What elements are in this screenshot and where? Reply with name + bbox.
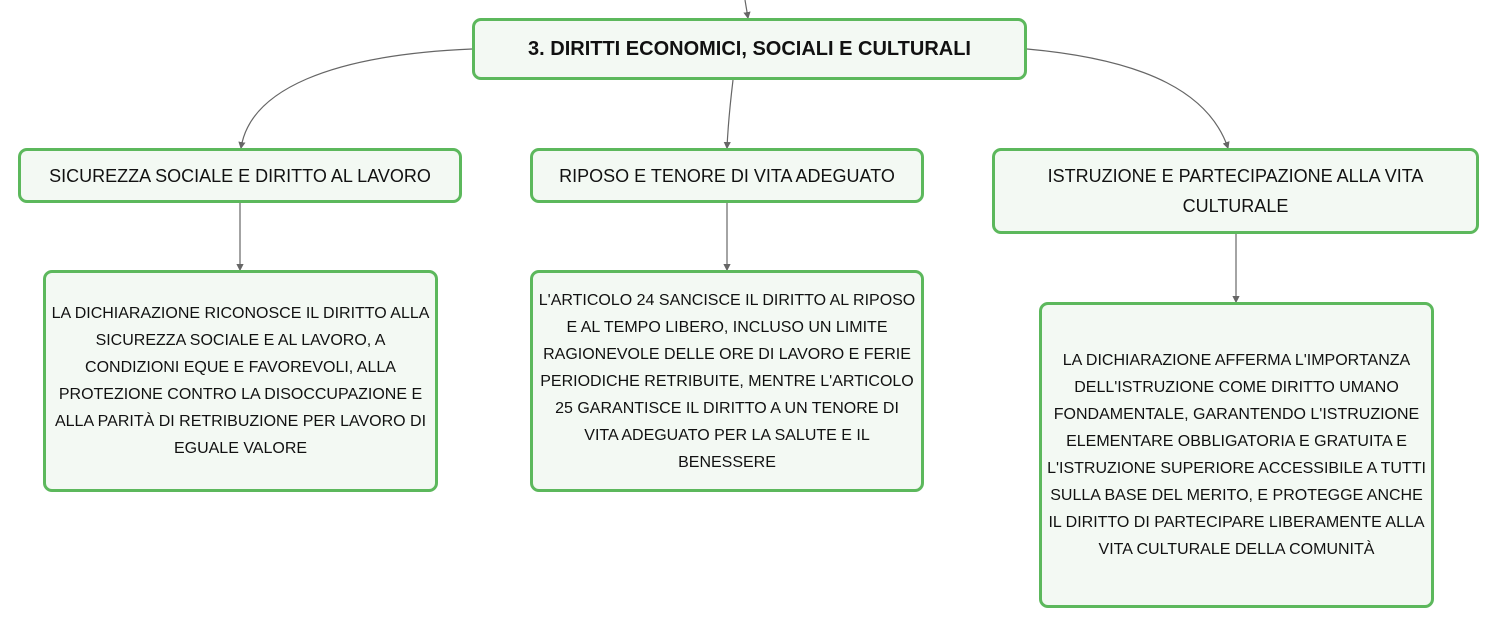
detail-node-rest-living-standard[interactable]	[530, 270, 924, 492]
root-label: 3. DIRITTI ECONOMICI, SOCIALI E CULTURALI	[528, 37, 971, 60]
connector-root-topic1	[241, 49, 472, 148]
topic-label: SICUREZZA SOCIALE E DIRITTO AL LAVORO	[49, 165, 431, 186]
topic-node-rest-living-standard[interactable]	[530, 148, 924, 203]
incoming-connector	[745, 0, 748, 18]
connector-root-topic2	[727, 80, 733, 148]
topic-node-education-culture[interactable]	[992, 148, 1479, 234]
root-node[interactable]	[472, 18, 1027, 80]
topic-node-social-security[interactable]	[18, 148, 462, 203]
detail-text: LA DICHIARAZIONE RICONOSCE IL DIRITTO ALLA SICUREZZA SOCIALE E AL LAVORO, A CONDIZIONI EQUE E FAVOREVOLI, ALLA PROTEZIONE CONTRO LA DISOCCUPAZIONE E ALLA PARITÀ DI RETRIBUZIONE PER LAVORO DI EGUALE VALORE	[51, 305, 430, 457]
detail-node-education-culture[interactable]	[1039, 302, 1434, 608]
detail-text: L'ARTICOLO 24 SANCISCE IL DIRITTO AL RIPOSO E AL TEMPO LIBERO, INCLUSO UN LIMITE RAGIONEVOLE DELLE ORE DI LAVORO E FERIE PERIODICHE RETRIBUITE, MENTRE L'ARTICOLO 25 GARANTISCE IL DIRITTO A UN TENORE DI VITA ADEGUATO PER LA SALUTE E IL BENESSERE	[538, 291, 916, 471]
detail-node-social-security[interactable]	[43, 270, 438, 492]
topic-label: RIPOSO E TENORE DI VITA ADEGUATO	[559, 165, 895, 186]
connector-root-topic3	[1027, 49, 1228, 148]
topic-label: ISTRUZIONE E PARTECIPAZIONE ALLA VITA CULTURALE	[1047, 166, 1424, 216]
detail-text: LA DICHIARAZIONE AFFERMA L'IMPORTANZA DELL'ISTRUZIONE COME DIRITTO UMANO FONDAMENTALE, GARANTENDO L'ISTRUZIONE ELEMENTARE OBBLIGATORIA E GRATUITA E L'ISTRUZIONE SUPERIORE ACCESSIBILE A TUTTI SULLA BASE DEL MERITO, E PROTEGGE ANCHE IL DIRITTO DI PARTECIPARE LIBERAMENTE ALLA VITA CULTURALE DELLA COMUNITÀ	[1047, 352, 1426, 558]
